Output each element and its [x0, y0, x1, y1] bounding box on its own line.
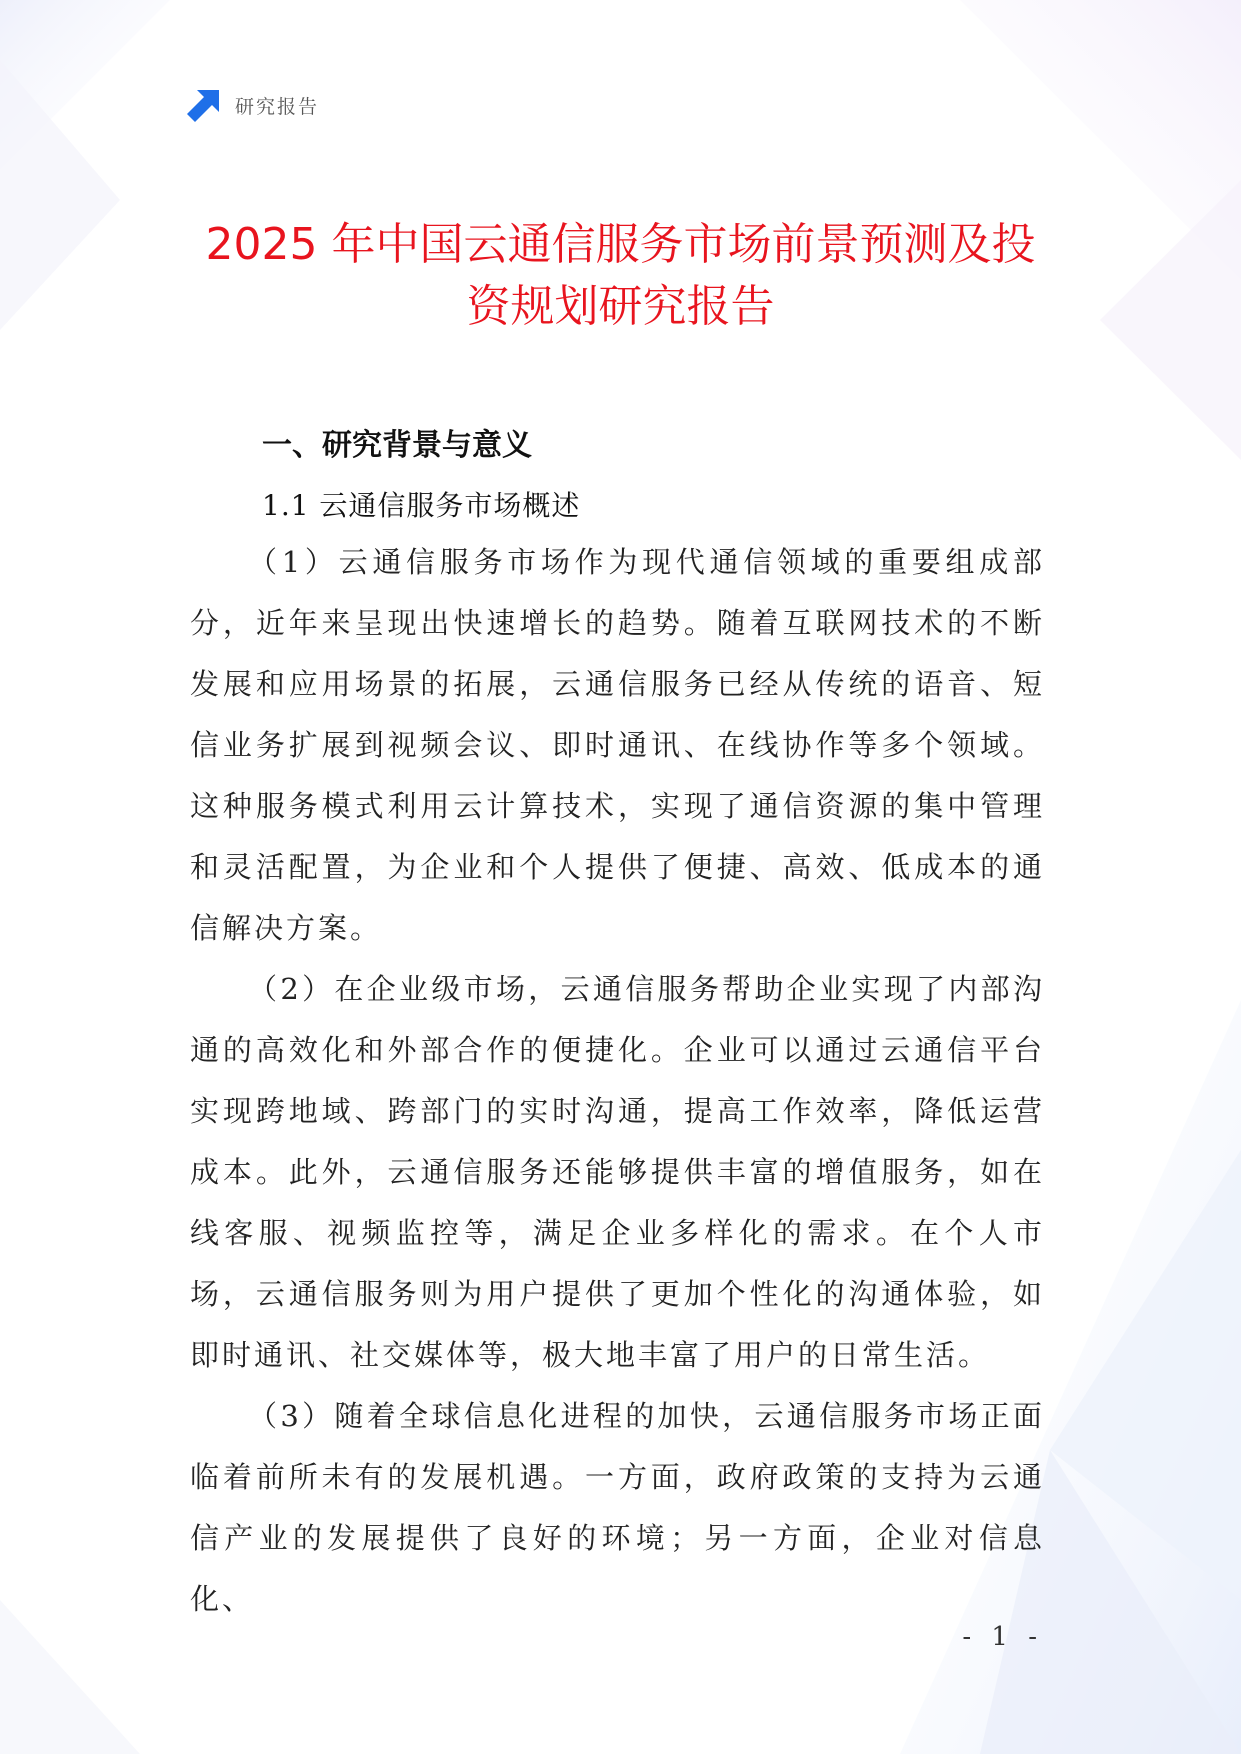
report-header: [187, 88, 319, 122]
report-title: [150, 214, 1091, 338]
title-line-1: 2025 年中国云通信服务市场前景预测及投: [205, 219, 1036, 270]
paragraph-1: （1）云通信服务市场作为现代通信领域的重要组成部分，近年来呈现出快速增长的趋势。随着互联网技术的不断发展和应用场景的拓展，云通信服务已经从传统的语音、短信业务扩展到视频会议、即时通讯、在线协作等多个领域。这种服务模式利用云计算技术，实现了通信资源的集中管理和灵活配置，为企业和个人提供了便捷、高效、低成本的通信解决方案。: [190, 545, 1045, 945]
subsection-heading: 1.1 云通信服务市场概述: [262, 489, 581, 522]
header-label: 研究报告: [235, 95, 320, 118]
page-number: - 1 -: [962, 1622, 1043, 1652]
section-heading: 一、研究背景与意义: [262, 428, 532, 463]
paragraph-2: （2）在企业级市场，云通信服务帮助企业实现了内部沟通的高效化和外部合作的便捷化。企业可以通过云通信平台实现跨地域、跨部门的实时沟通，提高工作效率，降低运营成本。此外，云通信服务还能够提供丰富的增值服务，如在线客服、视频监控等，满足企业多样化的需求。在个人市场，云通信服务则为用户提供了更加个性化的沟通体验，如即时通讯、社交媒体等，极大地丰富了用户的日常生活。: [190, 972, 1045, 1372]
body-text: [190, 532, 1045, 1630]
title-line-2: 资规划研究报告: [466, 281, 775, 332]
arrow-up-right-icon: [187, 88, 221, 122]
paragraph-3: （3）随着全球信息化进程的加快，云通信服务市场正面临着前所未有的发展机遇。一方面，政府政策的支持为云通信产业的发展提供了良好的环境；另一方面，企业对信息化、: [190, 1399, 1045, 1616]
